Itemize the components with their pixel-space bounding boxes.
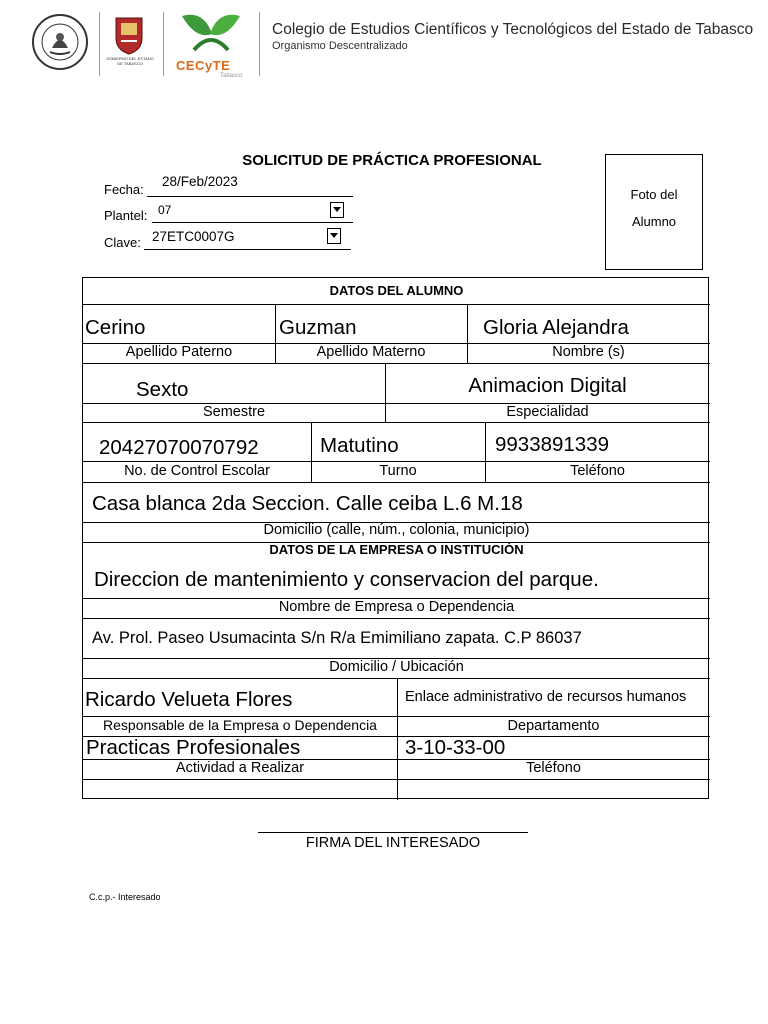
clave-underline (144, 249, 351, 250)
mexico-seal-logo (32, 14, 88, 70)
empresa-domicilio-value[interactable]: Av. Prol. Paseo Usumacinta S/n R/a Emimiliano zapata. C.P 86037 (92, 629, 582, 647)
actividad-label: Actividad a Realizar (175, 760, 305, 776)
chevron-down-icon (333, 207, 341, 213)
institution-subtitle: Organismo Descentralizado (272, 40, 408, 52)
photo-label-1: Foto del (630, 187, 678, 202)
alumno-section-title: DATOS DEL ALUMNO (329, 283, 464, 298)
departamento-value[interactable]: Enlace administrativo de recursos humanos (405, 689, 687, 705)
form-title: SOLICITUD DE PRÁCTICA PROFESIONAL (242, 152, 542, 169)
fecha-field[interactable]: 28/Feb/2023 (162, 174, 238, 189)
telefono-empresa-value[interactable]: 3-10-33-00 (405, 736, 506, 759)
responsable-label: Responsable de la Empresa o Dependencia (103, 717, 377, 733)
cecyte-logo-text: CECyTE (176, 58, 231, 73)
apellido-paterno-value[interactable]: Cerino (85, 316, 146, 339)
nombre-label: Nombre (s) (552, 344, 625, 360)
especialidad-label: Especialidad (506, 404, 589, 420)
turno-label: Turno (379, 463, 417, 479)
plantel-dropdown-button[interactable] (330, 202, 344, 218)
ccp-note: C.c.p.- Interesado (89, 892, 161, 902)
clave-label: Clave: (104, 235, 141, 250)
especialidad-value[interactable]: Animacion Digital (468, 374, 627, 397)
gov-logo-text: GOBIERNO DEL ESTADO DE TABASCO (106, 56, 154, 66)
clave-dropdown-button[interactable] (327, 228, 341, 244)
cecyte-logo (174, 10, 248, 80)
turno-value[interactable]: Matutino (320, 434, 399, 457)
semestre-label: Semestre (202, 404, 266, 420)
responsable-value[interactable]: Ricardo Velueta Flores (85, 688, 293, 711)
empresa-nombre-label: Nombre de Empresa o Dependencia (278, 599, 515, 615)
telefono-alumno-label: Teléfono (570, 463, 625, 479)
apellido-paterno-label: Apellido Paterno (125, 344, 233, 360)
photo-box (605, 154, 703, 270)
header-divider (259, 12, 260, 76)
empresa-domicilio-label: Domicilio / Ubicación (329, 659, 464, 675)
apellido-materno-label: Apellido Materno (316, 344, 426, 360)
actividad-value[interactable]: Practicas Profesionales (86, 736, 301, 759)
semestre-value[interactable]: Sexto (136, 378, 189, 401)
clave-select[interactable]: 27ETC0007G (152, 229, 235, 244)
apellido-materno-value[interactable]: Guzman (279, 316, 357, 339)
fecha-label: Fecha: (104, 182, 144, 197)
plantel-underline (152, 222, 353, 223)
empresa-section-title: DATOS DE LA EMPRESA O INSTITUCIÓN (269, 542, 524, 557)
header-divider (163, 12, 164, 76)
photo-label-2: Alumno (631, 214, 677, 229)
form-table (82, 277, 709, 799)
header-divider (99, 12, 100, 76)
institution-name: Colegio de Estudios Científicos y Tecnológicos del Estado de Tabasco (272, 21, 754, 38)
tabasco-coat-of-arms-logo (112, 14, 146, 76)
nombre-value[interactable]: Gloria Alejandra (483, 316, 629, 339)
plantel-select[interactable]: 07 (158, 203, 172, 217)
fecha-underline (147, 196, 353, 197)
chevron-down-icon (330, 233, 338, 239)
domicilio-alumno-label: Domicilio (calle, núm., colonia, municipio) (263, 522, 530, 538)
signature-label: FIRMA DEL INTERESADO (305, 835, 481, 851)
telefono-alumno-value[interactable]: 9933891339 (495, 433, 610, 456)
plantel-label: Plantel: (104, 208, 148, 223)
domicilio-alumno-value[interactable]: Casa blanca 2da Seccion. Calle ceiba L.6 M.18 (92, 492, 523, 515)
telefono-empresa-label: Teléfono (526, 760, 581, 776)
signature-line (258, 832, 528, 833)
departamento-label: Departamento (507, 718, 600, 734)
cecyte-logo-sub: Tabasco (220, 73, 243, 79)
empresa-nombre-value[interactable]: Direccion de mantenimiento y conservacion del parque. (94, 568, 599, 591)
control-label: No. de Control Escolar (124, 463, 270, 479)
control-value[interactable]: 20427070070792 (99, 436, 259, 459)
